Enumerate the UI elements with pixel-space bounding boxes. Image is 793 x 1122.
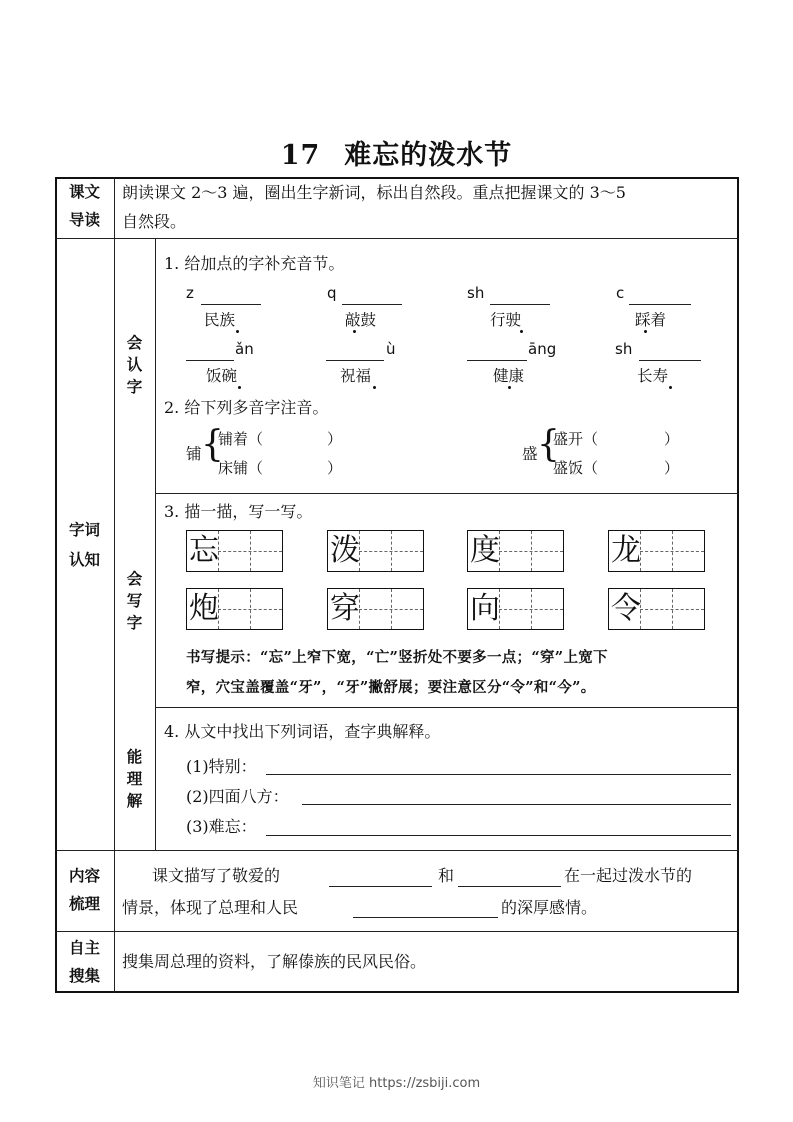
- writing-grid[interactable]: [186, 530, 283, 572]
- brace: {: [537, 424, 560, 465]
- writing-grid[interactable]: [467, 588, 564, 630]
- answer-blank[interactable]: [201, 304, 261, 305]
- col-divider: [155, 238, 156, 850]
- word: 长寿: [637, 367, 669, 385]
- emphasis-dot: [238, 386, 241, 389]
- question-3: 3. 描一描，写一写。: [164, 502, 313, 521]
- polyphonic-word: 床铺（: [218, 459, 264, 477]
- polyphonic-word: 盛饭（: [553, 459, 599, 477]
- content-text-a: 课文描写了敬爱的: [152, 866, 281, 885]
- grid-char: 泼: [330, 533, 360, 568]
- pinyin-prefix: z: [186, 284, 194, 302]
- close-paren: ）: [664, 430, 680, 448]
- zici-label: 字词 认知: [68, 521, 100, 569]
- definition-item: (3)难忘：: [186, 817, 257, 836]
- close-paren: ）: [327, 459, 343, 477]
- word: 行驶: [490, 311, 522, 329]
- pinyin-suffix: āng: [528, 340, 557, 358]
- row-divider: [55, 850, 739, 851]
- grid-char: 向: [470, 591, 500, 626]
- word: 民族: [204, 311, 236, 329]
- word: 祝福: [340, 367, 372, 385]
- polyphonic-char: 盛: [522, 445, 538, 463]
- pinyin-prefix: sh: [615, 340, 633, 358]
- emphasis-dot: [353, 330, 356, 333]
- writing-tip-line-1: 书写提示：“忘”上窄下宽，“亡”竖折处不要多一点；“穿”上宽下: [186, 649, 608, 666]
- polyphonic-word: 铺着（: [218, 430, 264, 448]
- intro-line-2: 自然段。: [122, 212, 187, 231]
- content-text-b: 和: [438, 866, 455, 885]
- answer-blank[interactable]: [353, 917, 498, 918]
- emphasis-dot: [373, 386, 376, 389]
- intro-line-1: 朗读课文 2～3 遍，圈出生字新词，标出自然段。重点把握课文的 3～5: [122, 183, 626, 202]
- collect-text: 搜集周总理的资料，了解傣族的民风民俗。: [122, 952, 427, 971]
- writing-grid[interactable]: [186, 588, 283, 630]
- answer-blank[interactable]: [490, 304, 550, 305]
- question-2: 2. 给下列多音字注音。: [164, 398, 329, 417]
- row-divider: [155, 707, 739, 708]
- answer-line[interactable]: [302, 804, 731, 805]
- writing-grid[interactable]: [327, 588, 424, 630]
- answer-line[interactable]: [266, 774, 731, 775]
- pinyin-prefix: sh: [467, 284, 485, 302]
- polyphonic-char: 铺: [186, 445, 202, 463]
- writing-grid[interactable]: [467, 530, 564, 572]
- answer-line[interactable]: [266, 835, 731, 836]
- huirenzi-label: 会 认 字: [126, 334, 143, 396]
- emphasis-dot: [508, 386, 511, 389]
- emphasis-dot: [644, 330, 647, 333]
- row-divider: [155, 493, 739, 494]
- word: 敲鼓: [345, 311, 377, 329]
- brace: {: [201, 424, 224, 465]
- nenglijie-label: 能 理 解: [126, 748, 143, 810]
- row-divider: [55, 238, 739, 239]
- word: 踩着: [635, 311, 667, 329]
- answer-blank[interactable]: [186, 360, 234, 361]
- definition-item: (1)特别：: [186, 757, 257, 776]
- content-label: 内容 梳理: [68, 867, 100, 913]
- writing-grid[interactable]: [608, 588, 705, 630]
- grid-char: 穿: [330, 591, 360, 626]
- grid-char: 忘: [189, 533, 219, 568]
- pinyin-prefix: q: [327, 284, 337, 302]
- close-paren: ）: [327, 430, 343, 448]
- polyphonic-word: 盛开（: [553, 430, 599, 448]
- answer-blank[interactable]: [467, 360, 527, 361]
- definition-item: (2)四面八方：: [186, 787, 289, 806]
- grid-char: 炮: [189, 591, 219, 626]
- answer-blank[interactable]: [639, 360, 701, 361]
- grid-char: 令: [611, 591, 641, 626]
- pinyin-prefix: c: [616, 284, 625, 302]
- grid-char: 龙: [611, 533, 641, 568]
- page-title: [0, 133, 793, 172]
- question-1: 1. 给加点的字补充音节。: [164, 254, 345, 273]
- answer-blank[interactable]: [329, 886, 432, 887]
- content-text-e: 的深厚感情。: [501, 898, 598, 917]
- writing-grid[interactable]: [327, 530, 424, 572]
- emphasis-dot: [520, 330, 523, 333]
- close-paren: ）: [664, 459, 680, 477]
- lesson-name: 难忘的泼水节: [344, 140, 513, 171]
- emphasis-dot: [236, 330, 239, 333]
- word: 饭碗: [206, 367, 238, 385]
- pinyin-suffix: ǎn: [235, 340, 254, 358]
- content-text-d: 情景，体现了总理和人民: [122, 898, 299, 917]
- answer-blank[interactable]: [342, 304, 402, 305]
- footer-watermark: 知识笔记 https://zsbiji.com: [312, 1076, 481, 1091]
- emphasis-dot: [669, 386, 672, 389]
- huixiezi-label: 会 写 字: [126, 570, 143, 632]
- word: 健康: [493, 367, 525, 385]
- answer-blank[interactable]: [458, 886, 561, 887]
- lesson-number: 17: [280, 140, 321, 171]
- content-text-c: 在一起过泼水节的: [564, 866, 693, 885]
- row-divider: [55, 931, 739, 932]
- writing-grid[interactable]: [608, 530, 705, 572]
- grid-char: 度: [470, 533, 500, 568]
- question-4: 4. 从文中找出下列词语，查字典解释。: [164, 722, 441, 741]
- intro-label: 课文 导读: [68, 183, 100, 229]
- collect-label: 自主 搜集: [68, 939, 100, 985]
- answer-blank[interactable]: [629, 304, 691, 305]
- answer-blank[interactable]: [326, 360, 384, 361]
- writing-tip-line-2: 窄，穴宝盖覆盖“牙”，“牙”撇舒展；要注意区分“令”和“今”。: [186, 679, 596, 696]
- pinyin-suffix: ù: [386, 340, 396, 358]
